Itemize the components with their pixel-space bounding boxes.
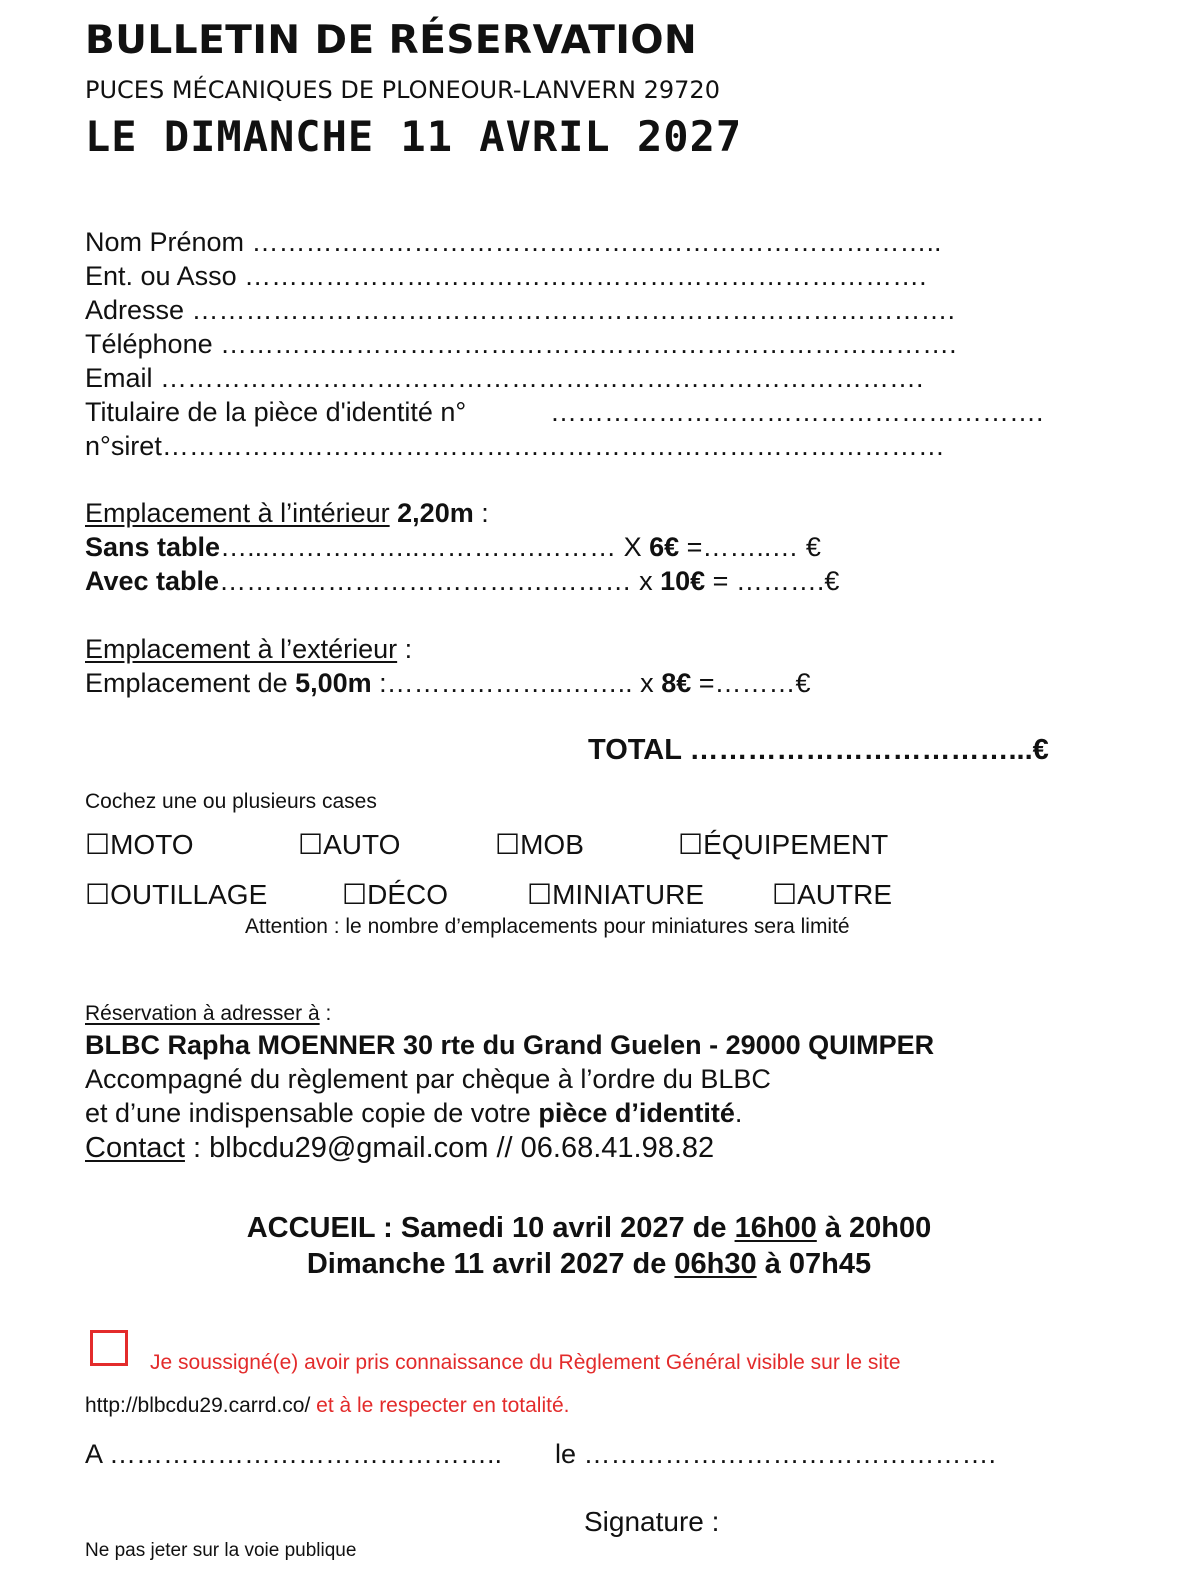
checkbox-deco[interactable]: ☐DÉCO — [342, 879, 448, 910]
accueil-l1-time: 16h00 — [734, 1212, 817, 1244]
exterieur-label: Emplacement à l’extérieur — [85, 634, 398, 664]
reservation-label: Réservation à adresser à — [85, 1002, 320, 1025]
sans-table-price: 6€ — [649, 532, 680, 562]
agreement-checkbox[interactable] — [90, 1330, 128, 1366]
field-siret[interactable]: n°siret…………………………………………………………………………… — [85, 431, 945, 461]
agreement-text: Je soussigné(e) avoir pris connaissance du Règlement Général visible sur le site — [150, 1351, 901, 1374]
agreement-line-2 — [85, 1394, 569, 1418]
reservation-colon: : — [319, 1002, 332, 1025]
field-telephone[interactable]: Téléphone ………………………………………………………………………. — [85, 329, 957, 359]
event-date: LE DIMANCHE 11 AVRIL 2027 — [85, 112, 743, 161]
exterieur-colon: : — [397, 634, 413, 664]
checkbox-outillage[interactable]: ☐OUTILLAGE — [85, 879, 268, 910]
exterieur-total: =………€ — [691, 668, 811, 698]
sans-table-total: =……..… € — [679, 532, 821, 562]
accueil-line-1 — [0, 1212, 1178, 1245]
field-lieu[interactable]: A …………………………………….. — [85, 1439, 503, 1469]
exterieur-heading — [85, 632, 412, 666]
field-titulaire-label: Titulaire de la pièce d'identité n° — [85, 397, 467, 427]
checkbox-equipement[interactable]: ☐ÉQUIPEMENT — [678, 829, 889, 860]
accueil-l2-pre: Dimanche 11 avril 2027 de — [306, 1248, 675, 1280]
accueil-l2-time: 06h30 — [674, 1248, 757, 1280]
avec-table-dots: ……………………………….……… x — [219, 566, 661, 596]
form-title: BULLETIN DE RÉSERVATION — [85, 18, 698, 63]
field-email[interactable]: Email …………………………………………………………………………. — [85, 363, 924, 393]
total-field[interactable]: TOTAL ……………………………...€ — [588, 734, 1049, 766]
exterieur-dots: :………………..…….. x — [371, 668, 662, 698]
event-subtitle: PUCES MÉCANIQUES DE PLONEOUR-LANVERN 29720 — [85, 76, 720, 104]
checkbox-moto[interactable]: ☐MOTO — [85, 829, 194, 860]
accueil-l1-end: à 20h00 — [816, 1212, 932, 1244]
avec-table-label: Avec table — [85, 566, 220, 596]
reservation-heading — [85, 1002, 331, 1026]
accueil-l2-end: à 07h45 — [756, 1248, 872, 1280]
contact-details[interactable]: : blbcdu29@gmail.com // 06.68.41.98.82 — [184, 1132, 715, 1164]
accueil-line-2 — [0, 1248, 1178, 1281]
sans-table-label: Sans table — [85, 532, 221, 562]
contact-line — [85, 1131, 714, 1165]
id-copy-line — [85, 1096, 742, 1130]
accueil-l1-pre: ACCUEIL : Samedi 10 avril 2027 de — [246, 1212, 735, 1244]
payment-line: Accompagné du règlement par chèque à l’ordre du BLBC — [85, 1064, 771, 1094]
interieur-size: 2,20m — [397, 498, 474, 528]
bottom-note: Ne pas jeter sur la voie publique — [85, 1540, 357, 1561]
reservation-address: BLBC Rapha MOENNER 30 rte du Grand Guelen - 29000 QUIMPER — [85, 1030, 935, 1060]
sans-table-dots: …...……………..………….……… X — [220, 532, 650, 562]
interieur-label: Emplacement à l’intérieur — [85, 498, 390, 528]
checkbox-auto[interactable]: ☐AUTO — [298, 829, 401, 860]
exterieur-line[interactable] — [85, 666, 811, 700]
avec-table-total: = ……….€ — [705, 566, 840, 596]
field-titulaire[interactable]: ………………………………………………. — [550, 397, 1044, 427]
checkbox-mob[interactable]: ☐MOB — [495, 829, 584, 860]
avec-table-price: 10€ — [660, 566, 706, 596]
id-copy-bold: pièce d’identité — [538, 1098, 735, 1128]
field-nom-prenom[interactable]: Nom Prénom ………………………………………………………………….. — [85, 227, 942, 257]
checkbox-autre[interactable]: ☐AUTRE — [772, 879, 892, 910]
sans-table-line[interactable] — [85, 530, 821, 564]
exterieur-line-pre: Emplacement de — [85, 668, 296, 698]
id-copy-end: . — [734, 1098, 743, 1128]
avec-table-line[interactable] — [85, 564, 839, 598]
miniature-note: Attention : le nombre d’emplacements pour miniatures sera limité — [245, 915, 850, 938]
checkbox-miniature[interactable]: ☐MINIATURE — [527, 879, 705, 910]
contact-label: Contact — [85, 1132, 185, 1164]
interieur-colon: : — [473, 498, 489, 528]
field-date[interactable]: le ………………………………………. — [555, 1439, 997, 1469]
agreement-text-2: et à le respecter en totalité. — [310, 1394, 570, 1417]
field-adresse[interactable]: Adresse …………………………………………………………………………. — [85, 295, 956, 325]
checkbox-intro: Cochez une ou plusieurs cases — [85, 790, 377, 813]
id-copy-pre: et d’une indispensable copie de votre — [85, 1098, 539, 1128]
agreement-url[interactable]: http://blbcdu29.carrd.co/ — [85, 1394, 311, 1417]
field-entreprise[interactable]: Ent. ou Asso …………………………………………………………………. — [85, 261, 927, 291]
exterieur-price: 8€ — [661, 668, 692, 698]
interieur-heading — [85, 496, 489, 530]
exterieur-size: 5,00m — [295, 668, 372, 698]
signature-label: Signature : — [584, 1506, 720, 1537]
